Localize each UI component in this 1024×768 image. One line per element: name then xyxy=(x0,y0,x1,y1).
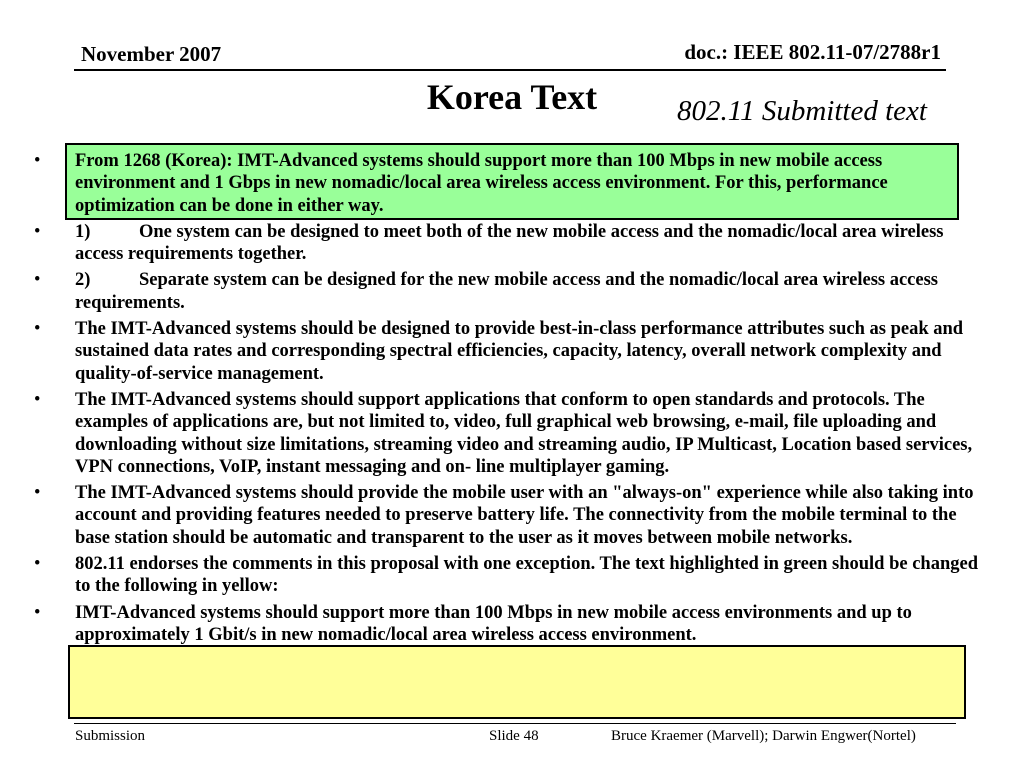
bullet-list xyxy=(0,150,1024,650)
slide-subtitle: 802.11 Submitted text xyxy=(677,95,927,127)
bullet-item xyxy=(0,150,980,217)
footer-rule xyxy=(74,723,956,724)
bullet-text: One system can be designed to meet both of the new mobile access and the nomadic/local area wireless access requirements together. xyxy=(75,221,944,265)
bullet-item xyxy=(0,553,980,598)
footer-authors: Bruce Kraemer (Marvell); Darwin Engwer(Nortel) xyxy=(611,728,916,744)
slide-title: Korea Text xyxy=(426,77,598,117)
footer-submission: Submission xyxy=(75,728,146,744)
bullet-text: Separate system can be designed for the new mobile access and the nomadic/local area wireless access requirements. xyxy=(75,270,939,313)
yellow-highlight-box xyxy=(68,645,966,719)
bullet-text: The IMT-Advanced systems should support applications that conform to open standards and protocols. The examples of applications are, but not limited to, video, full graphical web browsing, e-mail, file uploading and downloading without size limitations, streaming video and streaming audio, IP Multicast, Location based services, VPN connections, VoIP, instant messaging and on- line multiplayer gaming. xyxy=(75,389,973,477)
bullet-item xyxy=(0,602,980,647)
bullet-item xyxy=(0,482,980,549)
bullet-item xyxy=(0,389,980,478)
bullet-text: From 1268 (Korea): IMT-Advanced systems should support more than 100 Mbps in new mobile access environment and 1 Gbps in new nomadic/local area wireless access environment. For this, performance optimization can be done in either way. xyxy=(75,151,888,216)
header-date: November 2007 xyxy=(81,42,222,66)
bullet-marker: • xyxy=(34,483,41,504)
header-rule xyxy=(74,69,946,71)
bullet-marker: • xyxy=(34,389,41,410)
bullet-item xyxy=(0,318,980,385)
bullet-text: The IMT-Advanced systems should be designed to provide best-in-class performance attributes such as peak and sustained data rates and corresponding spectral efficiencies, capacity, latency, overall network complexity and quality-of-service management. xyxy=(75,319,964,384)
bullet-marker: • xyxy=(34,151,41,171)
bullet-text: The IMT-Advanced systems should provide the mobile user with an "always-on" experience while also taking into account and providing features needed to preserve battery life. The connectivity from the mobile terminal to the base station should be automatic and transparent to the user as it moves between mobile networks. xyxy=(75,483,974,548)
bullet-marker: • xyxy=(34,221,41,242)
header-doc-id: doc.: IEEE 802.11-07/2788r1 xyxy=(684,40,941,64)
bullet-text: IMT-Advanced systems should support more than 100 Mbps in new mobile access environments and up to approximately 1 Gbit/s in new nomadic/local area wireless access environment. xyxy=(75,602,912,645)
bullet-marker: • xyxy=(34,554,41,575)
bullet-marker: • xyxy=(34,319,41,340)
bullet-number: 2) xyxy=(75,270,91,291)
footer-slide-number: Slide 48 xyxy=(489,728,539,744)
bullet-marker: • xyxy=(34,270,41,291)
bullet-text: 802.11 endorses the comments in this proposal with one exception. The text highlighted in green should be changed to the following in yellow: xyxy=(75,554,978,597)
bullet-number: 1) xyxy=(75,221,91,242)
bullet-item xyxy=(0,221,980,266)
bullet-marker: • xyxy=(34,602,41,623)
bullet-item xyxy=(0,269,980,314)
